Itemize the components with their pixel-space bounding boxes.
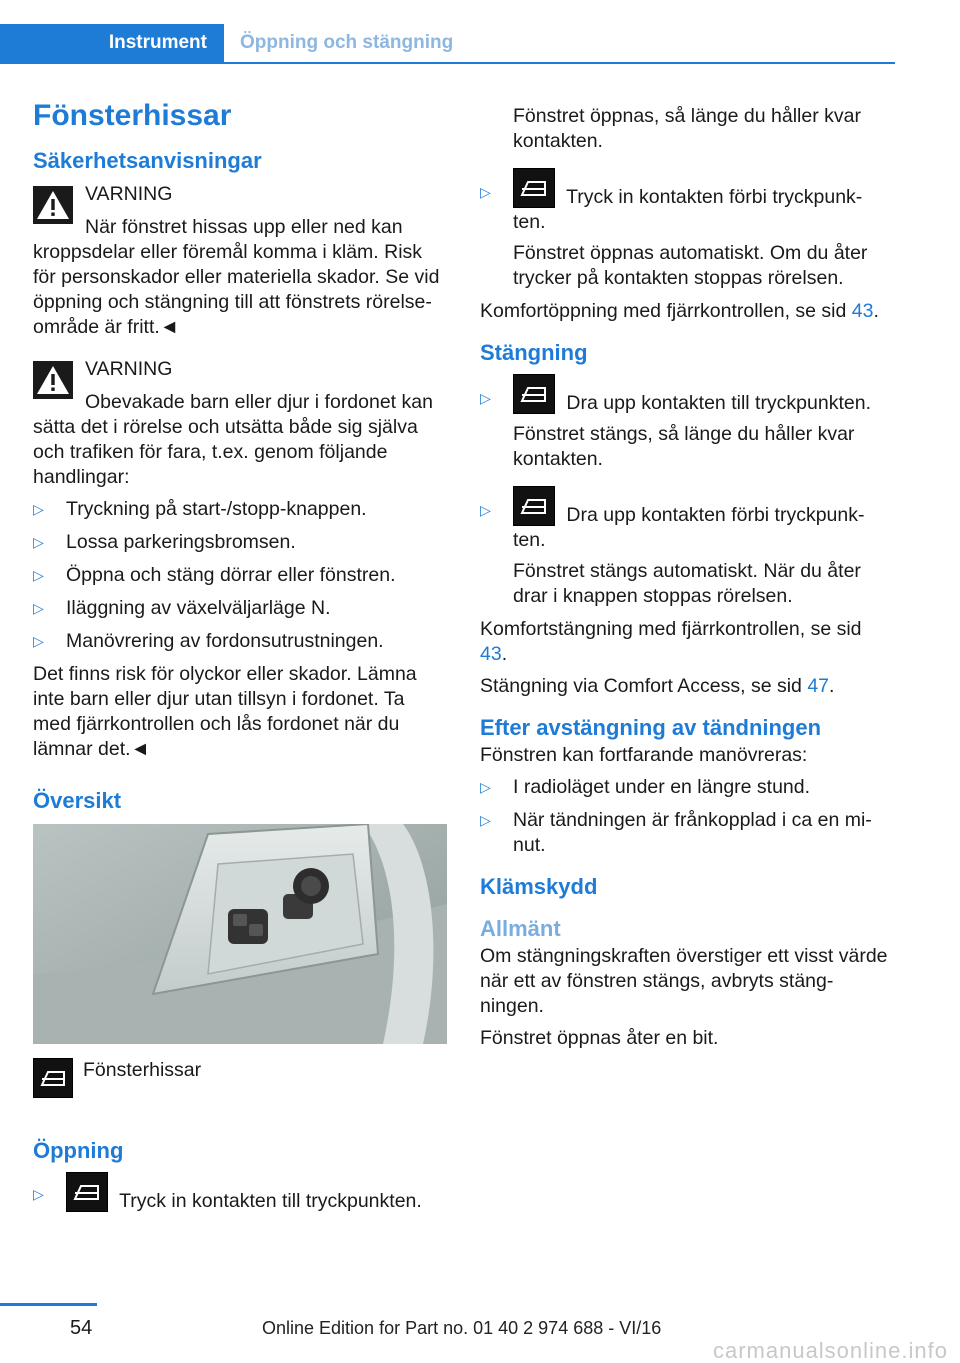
after-ignition-list [480, 775, 894, 858]
page-link[interactable]: 47 [807, 675, 830, 697]
triangle-bullet-icon: ▷ [480, 184, 491, 200]
watermark: carmanualsonline.info [712, 1338, 948, 1363]
overview-heading: Översikt [33, 788, 122, 813]
figure-legend [33, 1058, 447, 1098]
list-item: ▷ Tryck in kontakten till tryckpunkten. [33, 1172, 447, 1214]
pinch-protection-heading: Klämskydd [480, 874, 598, 899]
general-text-1: Om stängningskraften överstiger ett visst värde när ett av fönstren stängs, avbryts stäng-ningen. [480, 945, 888, 1017]
door-panel-image [33, 824, 447, 1044]
opening-item1-sub: Fönstret öppnas, så länge du håller kvar kontakten. [513, 105, 861, 152]
opening-list-continued [480, 104, 894, 291]
header-tabbar [0, 24, 895, 64]
left-column [33, 96, 447, 1222]
after-ignition-heading: Efter avstängning av tändningen [480, 715, 822, 740]
after-ignition-text: Fönstren kan fortfarande manövreras: [480, 744, 808, 766]
triangle-bullet-icon: ▷ [33, 633, 44, 649]
page-title: Fönsterhissar [33, 99, 232, 132]
page-link[interactable]: 43 [480, 643, 502, 665]
triangle-bullet-icon: ▷ [480, 812, 491, 828]
closing-item1-sub: Fönstret stängs, så länge du håller kvar kontakten. [513, 423, 855, 470]
list-item: ▷ Dra upp kontakten förbi tryckpunk-ten. Fönstret stängs automatiskt. När du åter drar i knappen stoppas rörelsen. [480, 486, 894, 609]
opening-list [33, 1172, 447, 1214]
opening-heading: Öppning [33, 1138, 124, 1163]
window-switch-icon [513, 168, 555, 208]
comfort-access-paragraph: Stängning via Comfort Access, se sid 47. [480, 675, 835, 697]
edition-footer: Online Edition for Part no. 01 40 2 974 688 - VI/16 [262, 1318, 662, 1338]
window-switch-icon [513, 486, 555, 526]
page-link[interactable]: 43 [851, 300, 874, 322]
list-item [480, 104, 894, 154]
general-heading: Allmänt [480, 916, 561, 941]
warning-title: VARNING [85, 358, 173, 380]
list-item: ▷ Öppna och stäng dörrar eller fönstren. [33, 564, 396, 586]
triangle-bullet-icon: ▷ [33, 600, 44, 616]
closing-list [480, 374, 894, 609]
comfort-open-paragraph: Komfortöppning med fjärrkontrollen, se sid 43. [480, 300, 879, 322]
triangle-bullet-icon: ▷ [480, 390, 491, 406]
tab-instrument[interactable]: Instrument [0, 24, 224, 62]
closing-heading: Stängning [480, 340, 588, 365]
triangle-bullet-icon: ▷ [33, 1186, 44, 1202]
window-switch-icon [33, 1058, 73, 1098]
triangle-bullet-icon: ▷ [480, 502, 491, 518]
warning-text: Obevakade barn eller djur i fordonet kan sätta det i rörelse och utsätta både sig själva och trafiken för fara, t.ex. genom följande handlingar: [33, 391, 433, 488]
list-item: ▷ När tändningen är frånkopplad i ca en mi-nut. [480, 809, 872, 856]
general-text-2: Fönstret öppnas åter en bit. [480, 1027, 719, 1049]
warning-icon [33, 186, 73, 224]
triangle-bullet-icon: ▷ [33, 501, 44, 517]
list-item: ▷ Manövrering av fordonsutrustningen. [33, 630, 384, 652]
triangle-bullet-icon: ▷ [33, 534, 44, 550]
warning-after-text: Det finns risk för olyckor eller skador. Lämna inte barn eller djur utan tillsyn i fordonet. Ta med fjärrkontrollen och lås fordonet när du lämnar det.◄ [33, 663, 417, 760]
warning-list [33, 497, 447, 654]
list-item: ▷ I radioläget under en längre stund. [480, 776, 811, 798]
window-switch-icon [66, 1172, 108, 1212]
tab-opening-closing[interactable]: Öppning och stängning [240, 32, 454, 53]
warning-icon [33, 361, 73, 399]
page-number: 54 [70, 1317, 93, 1339]
list-item: ▷ Dra upp kontakten till tryckpunkten. Fönstret stängs, så länge du håller kvar kontakten. [480, 374, 894, 472]
list-item: ▷ Iläggning av växelväljarläge N. [33, 597, 331, 619]
opening-item2-sub: Fönstret öppnas automatiskt. Om du åter trycker på kontakten stoppas rörelsen. [513, 242, 868, 289]
warning-title: VARNING [85, 183, 173, 205]
warning-block-1 [33, 182, 447, 340]
window-switch-icon [513, 374, 555, 414]
list-item: ▷ Tryck in kontakten förbi tryckpunk-ten. Fönstret öppnas automatiskt. Om du åter trycker på kontakten stoppas rörelsen. [480, 168, 894, 291]
comfort-close-paragraph: Komfortstängning med fjärrkontrollen, se sid 43. [480, 618, 862, 665]
page-number-rule [0, 1303, 97, 1306]
warning-text: När fönstret hissas upp eller ned kan kroppsdelar eller föremål komma i kläm. Risk för personskador eller materiella skador. Se vid öppning och stängning till att fönstrets rörelse-område är fritt.◄ [33, 216, 440, 338]
list-item: ▷ Lossa parkeringsbromsen. [33, 531, 296, 553]
right-column [480, 104, 894, 1058]
triangle-bullet-icon: ▷ [33, 567, 44, 583]
safety-heading: Säkerhetsanvisningar [33, 148, 262, 173]
closing-item2-sub: Fönstret stängs automatiskt. När du åter drar i knappen stoppas rörelsen. [513, 560, 861, 607]
figure-legend-label: Fönsterhissar [83, 1059, 202, 1081]
warning-block-2 [33, 357, 447, 490]
triangle-bullet-icon: ▷ [480, 779, 491, 795]
list-item: ▷ Tryckning på start-/stopp-knappen. [33, 498, 367, 520]
